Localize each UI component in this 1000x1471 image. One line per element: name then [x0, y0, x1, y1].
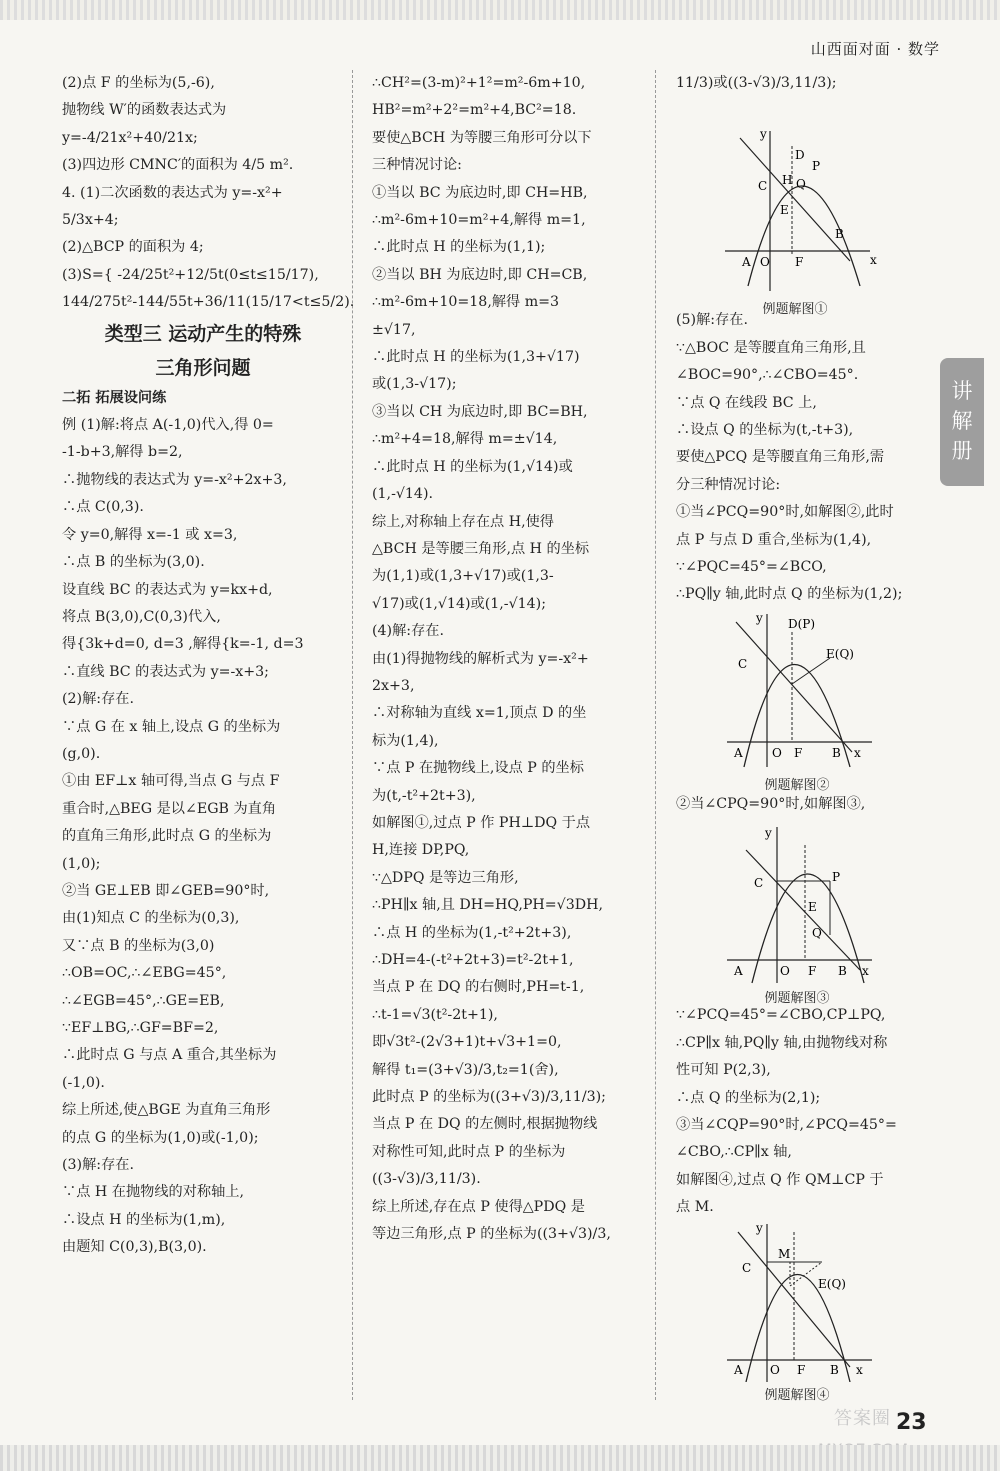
side-tab-char: 解 [951, 409, 973, 433]
text-line: ∴设点 H 的坐标为(1,m), [62, 1211, 226, 1228]
fig-label: B [832, 746, 841, 760]
text-line: 如解图①,过点 P 作 PH⊥DQ 于点 [372, 814, 591, 831]
text-line: 2x+3, [372, 677, 415, 694]
text-line: 4. (1)二次函数的表达式为 y=-x²+ [62, 184, 283, 201]
bottom-scan-border [0, 1445, 1000, 1471]
text-line: ∴此时点 H 的坐标为(1,3+√17) [372, 349, 580, 366]
text-line: ∴抛物线的表达式为 y=-x²+2x+3, [62, 471, 287, 488]
fig-label: E(Q) [826, 647, 854, 661]
text-line: ∵△BOC 是等腰直角三角形,且 [676, 339, 866, 356]
text-line: ∴对称轴为直线 x=1,顶点 D 的坐 [372, 705, 587, 722]
fig-label: O [770, 1363, 780, 1377]
text-line: 点 M. [676, 1199, 714, 1216]
text-line: H,连接 DP,PQ, [372, 842, 470, 859]
text-line: ∴∠EGB=45°,∴GE=EB, [62, 992, 225, 1009]
text-line: 由(1)得抛物线的解析式为 y=-x²+ [372, 650, 589, 667]
fig-label: D [795, 148, 805, 162]
column-divider [352, 70, 353, 1400]
fig-label: y [756, 612, 763, 625]
text-line: 要使△PCQ 是等腰直角三角形,需 [676, 449, 885, 466]
text-line: y=-4/21x²+40/21x; [62, 129, 198, 146]
text-line: 将点 B(3,0),C(0,3)代入, [62, 608, 221, 625]
text-line: 解得 t₁=(3+√3)/3,t₂=1(舍), [372, 1061, 559, 1078]
column-2 [372, 70, 640, 1248]
text-line: (2)点 F 的坐标为(5,-6), [62, 75, 215, 91]
text-line: ②当∠CPQ=90°时,如解图③, [676, 795, 866, 812]
text-line: 由题知 C(0,3),B(3,0). [62, 1239, 207, 1256]
fig-label: C [738, 657, 748, 671]
figure-2 [722, 612, 872, 793]
text-line: 二拓 拓展设问练 [62, 389, 167, 406]
text-line: ((3-√3)/3,11/3). [372, 1171, 481, 1188]
fig-label: F [794, 746, 803, 760]
text-line: ∵∠PQC=45°=∠BCO, [676, 559, 827, 576]
text-line: ③当∠CQP=90°时,∠PCQ=45°= [676, 1116, 897, 1133]
text-line: ∴直线 BC 的表达式为 y=-x+3; [62, 663, 269, 680]
side-tab [940, 358, 984, 486]
text-line: ∵△DPQ 是等边三角形, [372, 869, 519, 886]
page-number: 23 [896, 1410, 927, 1435]
text-line: HB²=m²+2²=m²+4,BC²=18. [372, 102, 577, 119]
fig-label: E [780, 203, 789, 217]
fig-label: H [782, 173, 793, 187]
fig-label: x [854, 746, 861, 760]
text-line: 又∵点 B 的坐标为(3,0) [62, 937, 215, 954]
text-line: ∴PQ∥y 轴,此时点 Q 的坐标为(1,2); [676, 586, 903, 603]
text-line: 的点 G 的坐标为(1,0)或(-1,0); [62, 1129, 259, 1146]
text-line: ∴点 Q 的坐标为(2,1); [676, 1089, 821, 1106]
text-line: 的直角三角形,此时点 G 的坐标为 [62, 828, 272, 845]
text-line: ∴此时点 H 的坐标为(1,1); [372, 239, 546, 256]
fig-label: y [765, 826, 772, 840]
fig-label: C [758, 179, 768, 193]
text-line: 为(t,-t²+2t+3), [372, 787, 476, 804]
watermark-logo: 答案圈 [834, 1408, 891, 1429]
side-tab-char: 册 [951, 439, 973, 463]
text-line: 此时点 P 的坐标为((3+√3)/3,11/3); [372, 1089, 606, 1106]
text-line: (5)解:存在. [676, 312, 748, 329]
text-line: 三角形问题 [155, 356, 251, 379]
text-line: 如解图④,过点 Q 作 QM⊥CP 于 [676, 1171, 884, 1188]
text-line: 性可知 P(2,3), [676, 1062, 771, 1079]
text-line: ∠BOC=90°,∴∠CBO=45°. [676, 367, 859, 384]
top-scan-border [0, 0, 1000, 20]
text-line: ∵点 P 在抛物线上,设点 P 的坐标 [372, 760, 584, 777]
figure-2-graph [722, 612, 882, 772]
text-line: 点 P 与点 D 重合,坐标为(1,4), [676, 531, 872, 548]
fig-label: E(Q) [818, 1277, 846, 1291]
fig-label: C [742, 1261, 752, 1275]
text-line: 由(1)知点 C 的坐标为(0,3), [62, 910, 240, 927]
text-line: ∴DH=4-(-t²+2t+3)=t²-2t+1, [372, 952, 574, 968]
text-line: (1,0); [62, 855, 101, 872]
text-line: ∴此时点 G 与点 A 重合,其坐标为 [62, 1047, 277, 1064]
fig-label: P [812, 159, 821, 173]
fig-label: D(P) [788, 617, 816, 631]
text-line: 综上,对称轴上存在点 H,使得 [372, 513, 554, 530]
text-line: 等边三角形,点 P 的坐标为((3+√3)/3, [372, 1226, 611, 1243]
fig-label: B [835, 227, 844, 241]
text-line: ∴CH²=(3-m)²+1²=m²-6m+10, [372, 75, 586, 91]
fig-label: B [838, 964, 847, 978]
text-line: ∴此时点 H 的坐标为(1,√14)或 [372, 458, 573, 475]
text-line: ∴设点 Q 的坐标为(t,-t+3), [676, 422, 854, 439]
text-line: (1,-√14). [372, 486, 434, 503]
text-line: ∵点 H 在抛物线的对称轴上, [62, 1184, 244, 1201]
text-line: (-1,0). [62, 1074, 105, 1091]
text-line: (3)S={ -24/25t²+12/5t(0≤t≤15/17), [62, 266, 319, 283]
text-line: 例 (1)解:将点 A(-1,0)代入,得 0= [62, 417, 274, 434]
fig-label: A [734, 746, 743, 760]
text-line: (2)解:存在. [62, 691, 134, 708]
figure-4 [722, 1222, 872, 1403]
column-divider [655, 70, 656, 1400]
text-line: 标为(1,4), [372, 732, 439, 749]
figure-3 [722, 825, 872, 1006]
fig-label: O [772, 746, 782, 760]
fig-label: A [734, 964, 743, 978]
text-line: ②当 GE⊥EB 即∠GEB=90°时, [62, 882, 270, 899]
figure-caption: 例题解图② [764, 778, 830, 793]
text-line: 类型三 运动产生的特殊 [104, 322, 302, 345]
text-line: ∴点 C(0,3). [62, 499, 144, 516]
text-line: √17)或(1,√14)或(1,-√14); [372, 595, 546, 612]
fig-label: F [795, 255, 804, 269]
side-tab-char: 讲 [951, 379, 973, 403]
text-line: 或(1,3-√17); [372, 376, 457, 393]
fig-label: C [754, 876, 764, 890]
text-line: (2)△BCP 的面积为 4; [62, 239, 204, 256]
text-line: ∵EF⊥BG,∴GF=BF=2, [62, 1020, 219, 1036]
text-line: ∴PH∥x 轴,且 DH=HQ,PH=√3DH, [372, 897, 603, 914]
text-line: 5/3x+4; [62, 212, 119, 229]
page-header: 山西面对面 · 数学 [810, 40, 940, 58]
fig-label: A [734, 1363, 743, 1377]
fig-label: x [870, 253, 877, 267]
fig-label: B [830, 1363, 839, 1377]
text-line: 当点 P 在 DQ 的右侧时,PH=t-1, [372, 979, 585, 996]
fig-label: F [797, 1363, 806, 1377]
fig-label: F [808, 964, 817, 978]
text-line: -1-b+3,解得 b=2, [62, 444, 183, 461]
text-line: 要使△BCH 为等腰三角形可分以下 [372, 129, 592, 146]
fig-label: E [808, 900, 817, 914]
fig-label: x [856, 1363, 863, 1377]
fig-label: x [862, 964, 869, 978]
text-line: 令 y=0,解得 x=-1 或 x=3, [62, 526, 238, 543]
fig-label: Q [812, 926, 822, 940]
text-line: 抛物线 W′的函数表达式为 [62, 102, 227, 119]
fig-label: A [742, 255, 751, 269]
text-line: (g,0). [62, 745, 101, 762]
figure-caption: 例题解图① [762, 302, 828, 317]
text-line: 对称性可知,此时点 P 的坐标为 [372, 1143, 566, 1160]
text-line: ∴t-1=√3(t²-2t+1), [372, 1006, 498, 1023]
fig-label: Q [796, 177, 806, 191]
fig-label: O [760, 255, 770, 269]
text-line: ∴m²+4=18,解得 m=±√14, [372, 431, 558, 448]
text-line: 综上所述,使△BGE 为直角三角形 [62, 1102, 271, 1119]
text-line: 综上所述,存在点 P 使得△PDQ 是 [372, 1198, 585, 1215]
fig-label: y [760, 127, 767, 141]
text-line: ∴点 B 的坐标为(3,0). [62, 554, 205, 571]
fig-label: y [756, 1222, 763, 1235]
text-line: 重合时,△BEG 是以∠EGB 为直角 [62, 800, 277, 817]
text-line: ∴OB=OC,∴∠EBG=45°, [62, 965, 227, 982]
text-line: 11/3)或((3-√3)/3,11/3); [676, 75, 837, 91]
fig-label: P [832, 870, 841, 884]
fig-label: M [778, 1247, 791, 1261]
text-line: (4)解:存在. [372, 623, 444, 640]
text-line: ∵点 Q 在线段 BC 上, [676, 394, 817, 411]
text-line: ∵点 G 在 x 轴上,设点 G 的坐标为 [62, 718, 281, 735]
fig-label: O [780, 964, 790, 978]
figure-caption: 例题解图④ [764, 1388, 830, 1403]
text-line: 为(1,1)或(1,3+√17)或(1,3- [372, 568, 554, 585]
text-line: 分三种情况讨论: [676, 476, 781, 493]
text-line: ③当以 CH 为底边时,即 BC=BH, [372, 403, 588, 420]
figure-3-graph [722, 825, 882, 985]
text-line: (3)解:存在. [62, 1157, 134, 1174]
text-line: △BCH 是等腰三角形,点 H 的坐标 [372, 540, 590, 557]
text-line: ∵∠PCQ=45°=∠CBO,CP⊥PQ, [676, 1007, 886, 1024]
text-line: ②当以 BH 为底边时,即 CH=CB, [372, 266, 588, 283]
column-1 [62, 70, 355, 1262]
text-line: (3)四边形 CMNC′的面积为 4/5 m². [62, 157, 294, 174]
text-line: 144/275t²-144/55t+36/11(15/17<t≤5/2). [62, 294, 355, 311]
text-line: 即√3t²-(2√3+1)t+√3+1=0, [372, 1034, 562, 1051]
text-line: ∴m²-6m+10=m²+4,解得 m=1, [372, 212, 586, 229]
text-line: 当点 P 在 DQ 的左侧时,根据抛物线 [372, 1116, 598, 1133]
figure-caption: 例题解图③ [764, 991, 830, 1006]
text-line: ①当以 BC 为底边时,即 CH=HB, [372, 184, 588, 201]
text-line: ①当∠PCQ=90°时,如解图②,此时 [676, 504, 894, 521]
text-line: ∴CP∥x 轴,PQ∥y 轴,由抛物线对称 [676, 1034, 888, 1051]
figure-1 [720, 126, 877, 317]
text-line: 得{3k+d=0, d=3 ,解得{k=-1, d=3 [62, 636, 304, 653]
figure-1-graph [720, 126, 880, 296]
text-line: ①由 EF⊥x 轴可得,当点 G 与点 F [62, 773, 280, 790]
text-line: ∴m²-6m+10=18,解得 m=3 [372, 294, 560, 311]
text-line: ∴点 H 的坐标为(1,-t²+2t+3), [372, 924, 572, 941]
text-line: ∠CBO,∴CP∥x 轴, [676, 1144, 792, 1161]
text-line: 设直线 BC 的表达式为 y=kx+d, [62, 581, 273, 598]
figure-4-graph [722, 1222, 882, 1382]
text-line: 三种情况讨论: [372, 157, 462, 174]
text-line: ±√17, [372, 321, 416, 338]
